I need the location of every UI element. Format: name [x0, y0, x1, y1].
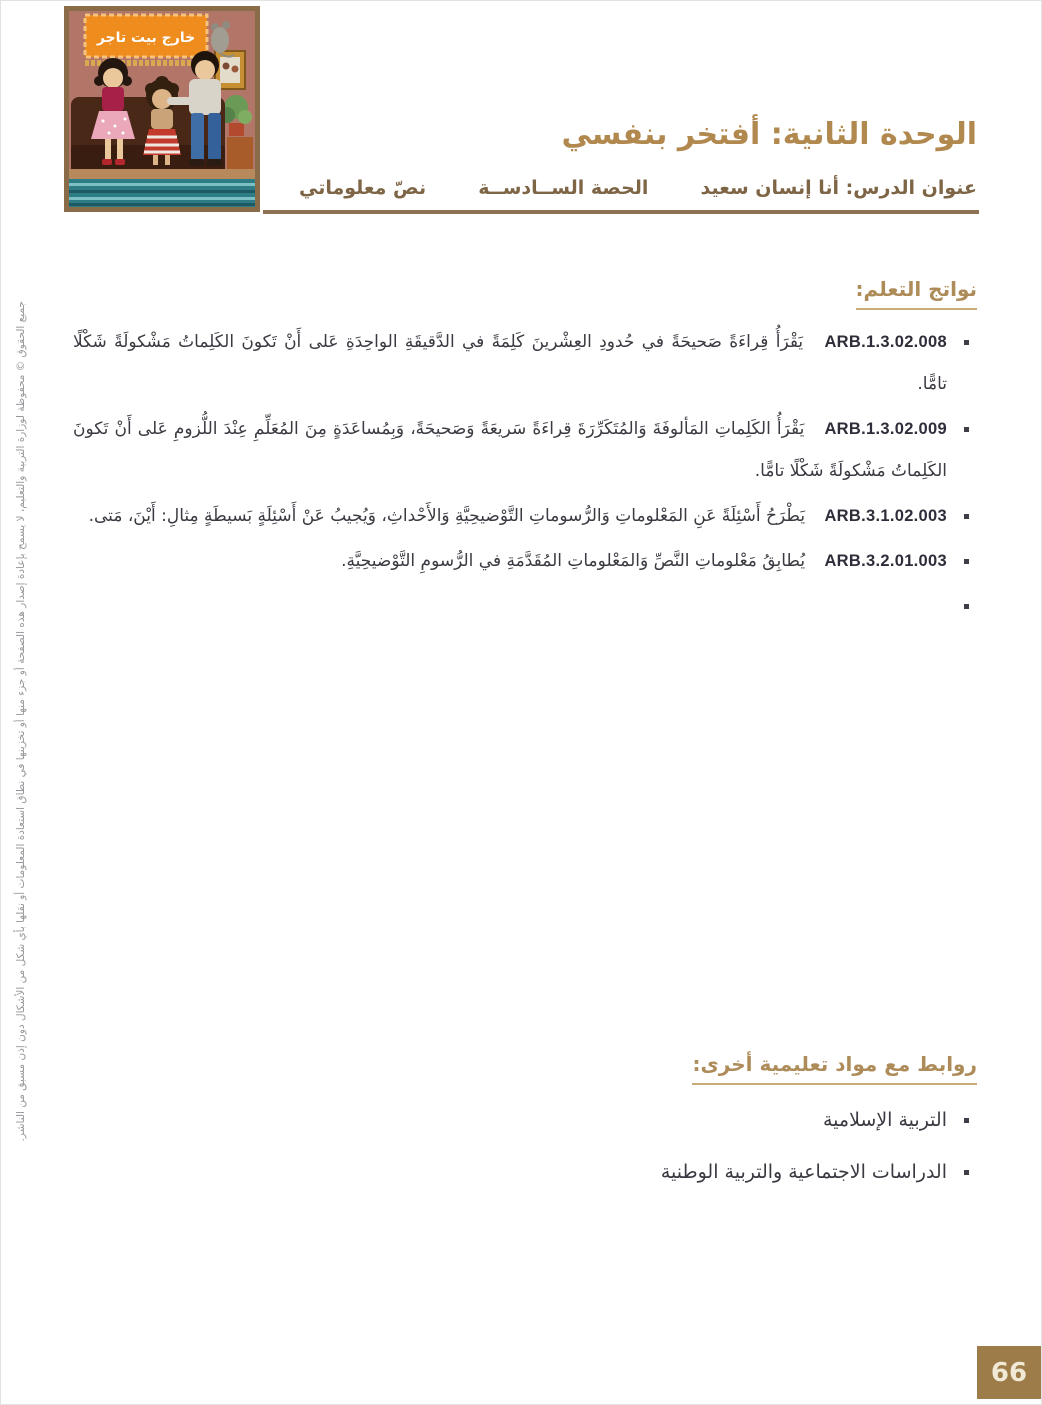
lesson-title-label: عنوان الدرس: أنا إنسان سعيد — [700, 177, 977, 199]
outcome-item — [73, 540, 977, 582]
link-item — [661, 1153, 977, 1191]
outcome-item — [73, 495, 977, 537]
outcome-item — [73, 321, 977, 405]
outcome-item-empty — [73, 585, 977, 627]
cover-title-banner — [85, 15, 207, 63]
unit-title: الوحدة الثانية: أفتخر بنفسي — [561, 117, 977, 152]
outcome-text: يُطابِقُ مَعْلوماتِ النَّصِّ وَالمَعْلوماتِ المُقَدَّمَةِ في الرُّسومِ التَّوْضيحِيَّةِ. — [341, 551, 806, 571]
link-text: الدراسات الاجتماعية والتربية الوطنية — [660, 1161, 947, 1183]
cover-illustration — [69, 11, 255, 207]
outcome-code: ARB.1.3.02.009 — [824, 420, 947, 438]
outcome-item — [73, 408, 977, 492]
bullet-icon — [964, 514, 969, 519]
bullet-icon — [964, 559, 969, 564]
links-heading: روابط مع مواد تعليمية أخرى: — [692, 1052, 977, 1085]
link-item — [661, 1101, 977, 1139]
links-list — [661, 1101, 977, 1205]
bullet-icon — [964, 604, 969, 609]
bullet-icon — [964, 1118, 969, 1123]
outcomes-list — [73, 321, 977, 630]
copyright-sidebar-text: جميع الحقوق © محفوظة لوزارة التربية والتعليم، لا يسمح بإعادة إصدار هذه الصفحة أو جزء منها أو تخزينها في نطاق استعادة المعلومات أو نقلها بأي شكل من الأشكال دون إذن مسبق من الناشر. — [15, 301, 27, 1142]
link-text: التربية الإسلامية — [822, 1109, 947, 1131]
outcome-text: يَقْرَأُ الكَلِماتِ المَألوفَةَ وَالمُتَكَرِّرَةَ قِراءَةً سَريعَةً وَصَحيحَةً، وَبِمُساعَدَةٍ مِنَ المُعَلِّمِ عِنْدَ اللُّزومِ عَلى أَنْ تَكونَ الكَلِماتُ مَشْكولَةً شَكْلًا تامًّا. — [73, 419, 947, 481]
outcome-code: ARB.3.1.02.003 — [824, 507, 947, 525]
lesson-info-row — [299, 177, 977, 199]
floor — [69, 169, 255, 179]
header-divider — [263, 210, 979, 214]
bullet-icon — [964, 340, 969, 345]
bullet-icon — [964, 427, 969, 432]
book-cover-image — [64, 6, 260, 212]
striped-rug — [69, 179, 255, 207]
bullet-icon — [964, 1170, 969, 1175]
session-label: الحصة الســادســة — [478, 177, 649, 199]
cover-title: خارج بيت تاجر — [96, 30, 196, 46]
page-number-badge: 66 — [977, 1346, 1041, 1399]
outcomes-heading: نواتج التعلم: — [856, 277, 977, 310]
outcome-code: ARB.1.3.02.008 — [824, 333, 947, 351]
outcome-text: يَقْرَأُ قِراءَةً صَحيحَةً في حُدودِ العِشْرينَ كَلِمَةً في الدَّقيقَةِ الواحِدَةِ عَلى أَنْ تَكونَ الكَلِماتُ مَشْكولَةً شَكْلًا تامًّا. — [73, 332, 947, 394]
text-type-label: نصّ معلوماتي — [299, 177, 427, 199]
outcome-code: ARB.3.2.01.003 — [824, 552, 947, 570]
outcome-text: يَطْرَحُ أَسْئِلَةً عَنِ المَعْلوماتِ وَالرُّسوماتِ التَّوْضيحِيَّةِ وَالأَحْداثِ، وَيُجيبُ عَنْ أَسْئِلَةٍ بَسيطَةٍ مِثالِ: أَيْنَ، مَتى. — [88, 506, 806, 526]
